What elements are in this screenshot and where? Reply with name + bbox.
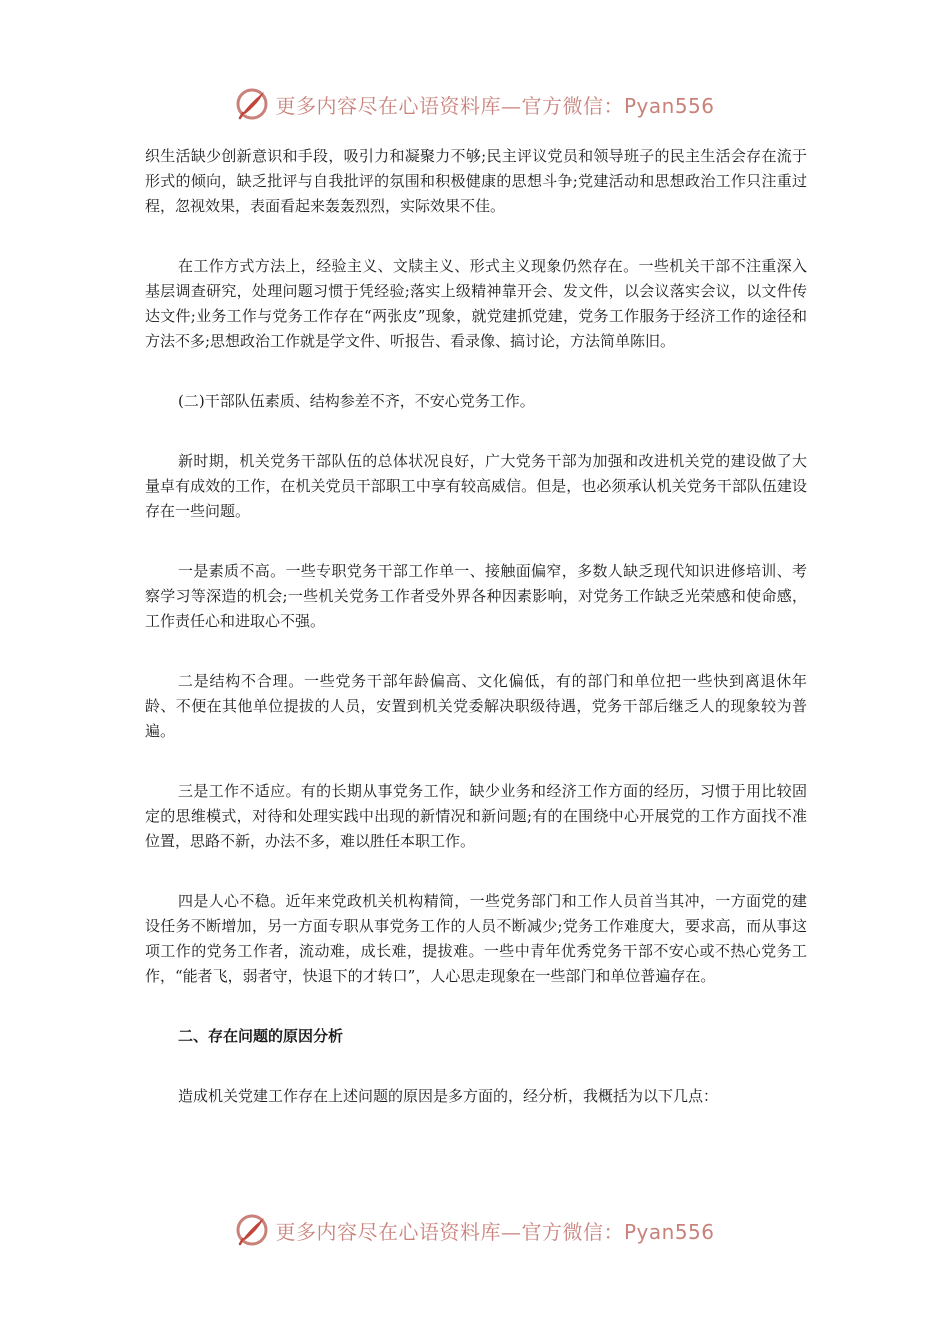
paragraph-2: 在工作方式方法上，经验主义、文牍主义、形式主义现象仍然存在。一些机关干部不注重深入基层调查研究，处理问题习惯于凭经验;落实上级精神靠开会、发文件，以会议落实会议，以文件传达文件;业务工作与党务工作存在“两张皮”现象，就党建抓党建，党务工作服务于经济工作的途径和方法不多;思想政治工作就是学文件、听报告、看录像、搞讨论，方法简单陈旧。 bbox=[145, 257, 807, 350]
watermark-text: 更多内容尽在心语资料库—官方微信：Pyan556 bbox=[275, 93, 715, 118]
paragraph-1: 织生活缺少创新意识和手段，吸引力和凝聚力不够;民主评议党员和领导班子的民主生活会存在流于形式的倾向，缺乏批评与自我批评的氛围和积极健康的思想斗争;党建活动和思想政治工作只注重过程，忽视效果，表面看起来轰轰烈烈，实际效果不佳。 bbox=[145, 147, 807, 215]
paragraph-3: (二)干部队伍素质、结构参差不齐，不安心党务工作。 bbox=[178, 392, 535, 410]
watermark-banner-bottom bbox=[0, 1210, 950, 1250]
document-body bbox=[145, 144, 807, 1109]
watermark-text: 更多内容尽在心语资料库—官方微信：Pyan556 bbox=[275, 1219, 715, 1244]
paragraph-5: 一是素质不高。一些专职党务干部工作单一、接触面偏窄，多数人缺乏现代知识进修培训、考察学习等深造的机会;一些机关党务工作者受外界各种因素影响，对党务工作缺乏光荣感和使命感，工作责任心和进取心不强。 bbox=[145, 562, 807, 630]
paragraph-8: 四是人心不稳。近年来党政机关机构精简，一些党务部门和工作人员首当其冲，一方面党的建设任务不断增加，另一方面专职从事党务工作的人员不断减少;党务工作难度大，要求高，而从事这项工作的党务工作者，流动难，成长难，提拔难。一些中青年优秀党务干部不安心或不热心党务工作，“能者飞，弱者守，快退下的才转口”，人心思走现象在一些部门和单位普遍存在。 bbox=[145, 892, 807, 985]
section-heading: 二、存在问题的原因分析 bbox=[178, 1027, 344, 1045]
paragraph-6: 二是结构不合理。一些党务干部年龄偏高、文化偏低，有的部门和单位把一些快到离退休年龄、不便在其他单位提拔的人员，安置到机关党委解决职级待遇，党务干部后继乏人的现象较为普遍。 bbox=[145, 672, 807, 740]
paragraph-4: 新时期，机关党务干部队伍的总体状况良好，广大党务干部为加强和改进机关党的建设做了大量卓有成效的工作，在机关党员干部职工中享有较高威信。但是，也必须承认机关党务干部队伍建设存在一些问题。 bbox=[145, 452, 807, 520]
watermark-banner-top bbox=[0, 84, 950, 124]
quill-logo-icon bbox=[235, 1213, 269, 1247]
paragraph-7: 三是工作不适应。有的长期从事党务工作，缺少业务和经济工作方面的经历，习惯于用比较固定的思维模式，对待和处理实践中出现的新情况和新问题;有的在围绕中心开展党的工作方面找不准位置，思路不新，办法不多，难以胜任本职工作。 bbox=[145, 782, 807, 850]
quill-logo-icon bbox=[235, 87, 269, 121]
paragraph-9: 造成机关党建工作存在上述问题的原因是多方面的，经分析，我概括为以下几点： bbox=[178, 1087, 719, 1105]
